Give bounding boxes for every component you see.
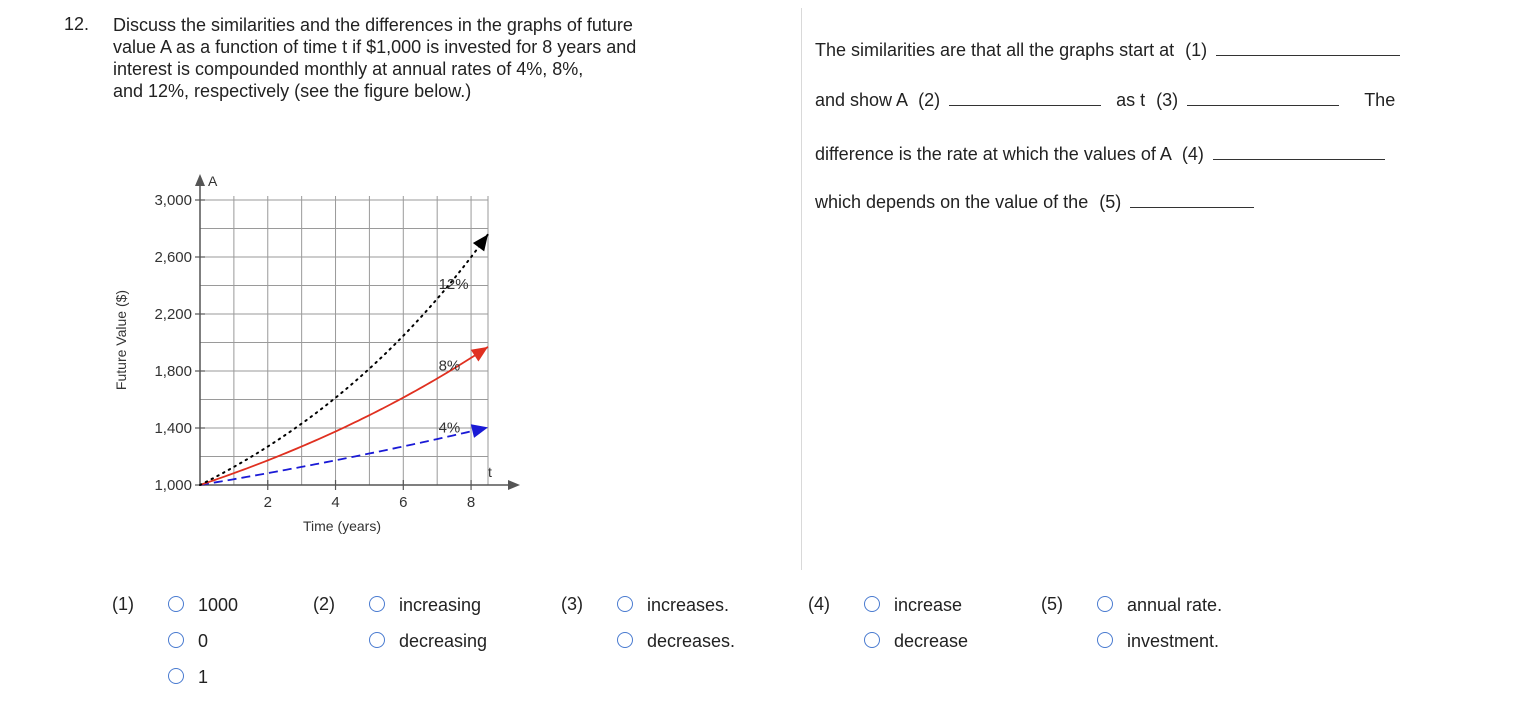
series-arrow-icon	[471, 347, 488, 362]
question-line: Discuss the similarities and the differences in the graphs of future	[113, 15, 633, 35]
option-label: increasing	[399, 595, 482, 615]
option-label: 1	[198, 667, 209, 687]
blank-label-3: (3)	[1156, 90, 1179, 110]
choice-number: (5)	[1041, 594, 1063, 614]
radio-icon[interactable]	[617, 596, 633, 612]
choice-number: (2)	[313, 594, 335, 614]
series-arrow-icon	[473, 234, 488, 251]
radio-icon[interactable]	[168, 632, 184, 648]
y-tick-label: 1,800	[154, 363, 192, 380]
answer-line-1	[815, 40, 1400, 61]
answer-text: The similarities are that all the graphs start at	[815, 40, 1175, 60]
series-label: 4%	[438, 419, 461, 437]
y-tick-label: 2,200	[154, 306, 192, 323]
y-tick-label: 3,000	[154, 192, 192, 209]
choice-number: (3)	[561, 594, 583, 614]
question-line: interest is compounded monthly at annual rates of 4%, 8%,	[113, 59, 584, 79]
radio-icon[interactable]	[864, 596, 880, 612]
y-axis-title: Future Value ($)	[113, 289, 129, 391]
radio-icon[interactable]	[168, 596, 184, 612]
blank-2[interactable]	[949, 105, 1101, 106]
answer-text: which depends on the value of the	[815, 192, 1089, 212]
x-axis-name: t	[488, 464, 492, 480]
option-label: decreases.	[647, 631, 736, 651]
option-label: 0	[198, 631, 209, 651]
answer-line-3	[815, 144, 1385, 165]
x-tick-label: 8	[466, 494, 476, 511]
question-line: value A as a function of time t if $1,000 is invested for 8 years and	[113, 37, 637, 57]
option-label: decrease	[894, 631, 969, 651]
chart-series	[200, 234, 488, 485]
blank-4[interactable]	[1213, 159, 1385, 160]
answer-line-4	[815, 192, 1254, 213]
answer-text: and show A	[815, 90, 908, 110]
x-tick-label: 4	[331, 494, 340, 511]
y-axis-arrow-icon	[195, 174, 205, 186]
blank-label-4: (4)	[1181, 144, 1204, 164]
choice-number: (1)	[112, 594, 134, 614]
y-tick-label: 1,400	[154, 420, 192, 437]
x-axis-arrow-icon	[508, 480, 520, 490]
answer-text: difference is the rate at which the values of A	[815, 144, 1171, 164]
radio-icon[interactable]	[864, 632, 880, 648]
radio-icon[interactable]	[369, 596, 385, 612]
option-label: increases.	[647, 595, 730, 615]
answer-text: The	[1364, 90, 1396, 110]
y-tick-label: 1,000	[154, 477, 192, 494]
chart-grid	[200, 196, 488, 485]
option-label: investment.	[1127, 631, 1220, 651]
answer-text: as t	[1116, 90, 1146, 110]
blank-3[interactable]	[1187, 105, 1339, 106]
radio-icon[interactable]	[617, 632, 633, 648]
question-text	[113, 14, 793, 102]
y-tick-labels	[154, 192, 205, 494]
future-value-chart	[100, 160, 530, 550]
option-label: decreasing	[399, 631, 488, 651]
series-label: 12%	[438, 275, 469, 293]
blank-1[interactable]	[1216, 55, 1400, 56]
radio-icon[interactable]	[168, 668, 184, 684]
y-tick-label: 2,600	[154, 249, 192, 266]
blank-5[interactable]	[1130, 207, 1254, 208]
series-label: 8%	[438, 357, 461, 375]
choice-number: (4)	[808, 594, 830, 614]
blank-label-2: (2)	[918, 90, 941, 110]
option-label: increase	[894, 595, 963, 615]
option-label: 1000	[198, 595, 239, 615]
column-divider	[801, 8, 802, 570]
x-axis-title: Time (years)	[302, 518, 382, 534]
question-number: 12.	[64, 14, 90, 34]
series-arrow-icon	[471, 424, 488, 438]
y-axis-name: A	[208, 173, 218, 189]
radio-icon[interactable]	[369, 632, 385, 648]
option-label: annual rate.	[1127, 595, 1223, 615]
x-tick-label: 6	[399, 494, 408, 511]
radio-icon[interactable]	[1097, 632, 1113, 648]
x-tick-label: 2	[263, 494, 272, 511]
answer-line-2	[815, 90, 1395, 111]
question-line: and 12%, respectively (see the figure below.)	[113, 81, 472, 101]
radio-icon[interactable]	[1097, 596, 1113, 612]
blank-label-1: (1)	[1185, 40, 1208, 60]
blank-label-5: (5)	[1099, 192, 1122, 212]
